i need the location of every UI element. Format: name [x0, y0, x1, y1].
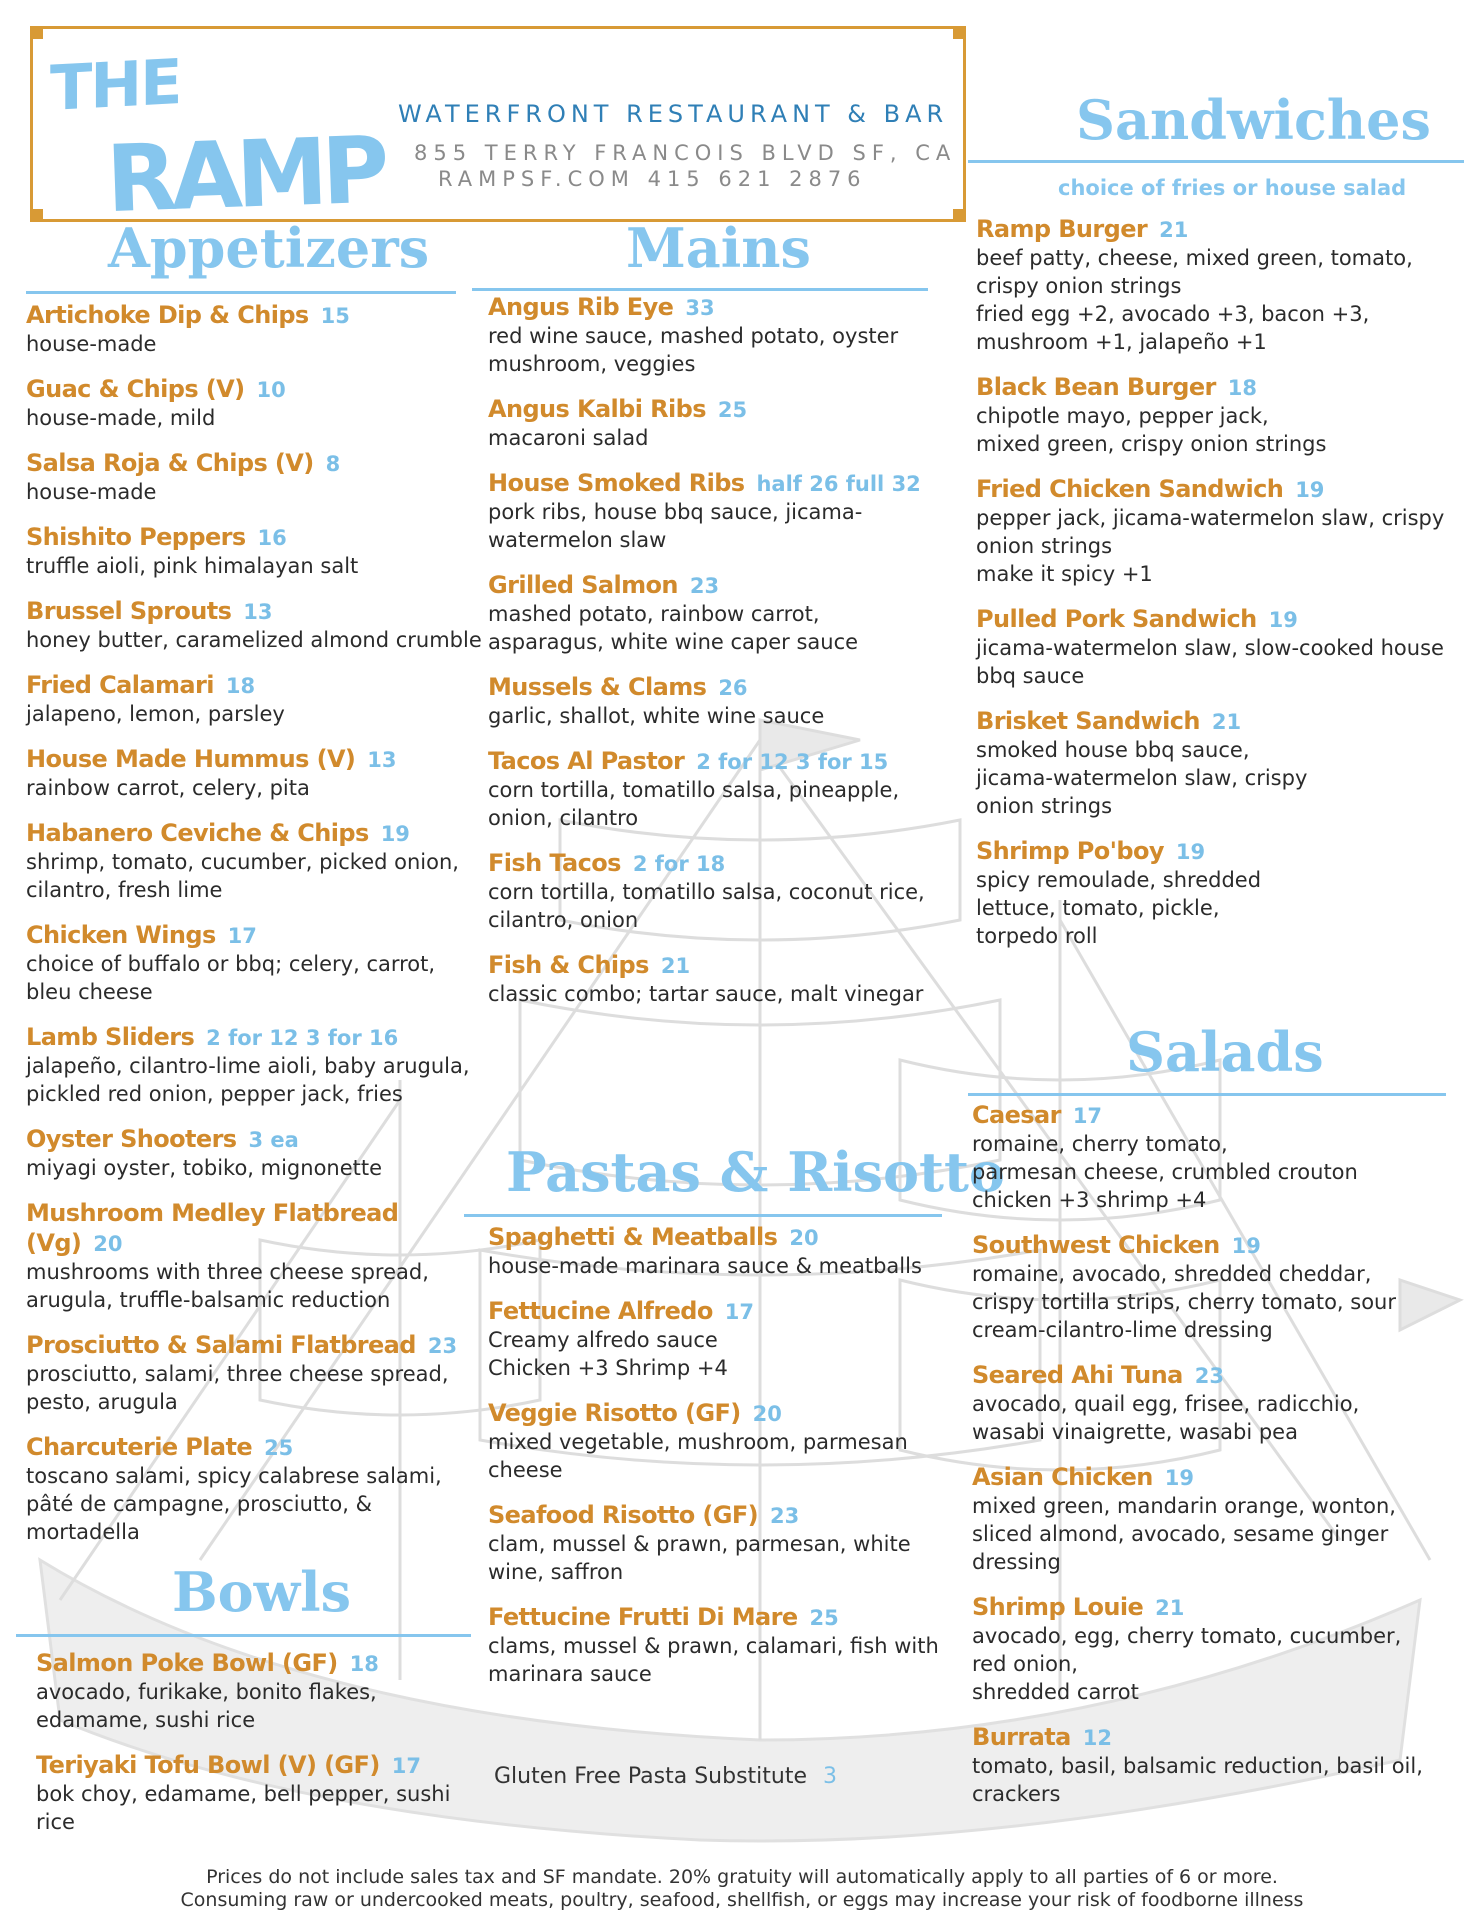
- menu-item-description: mushrooms with three cheese spread, arugula, truffle-balsamic reduction: [26, 1260, 429, 1312]
- menu-item-header: [26, 670, 486, 700]
- menu-item-header: [26, 744, 486, 774]
- appetizers-list: [26, 300, 486, 1562]
- logo-line1: THE: [50, 45, 181, 125]
- menu-item-price: 17: [227, 924, 257, 948]
- menu-item-description: corn tortilla, tomatillo salsa, pineapple, onion, cilantro: [488, 778, 900, 830]
- menu-item-name: Oyster Shooters: [26, 1125, 237, 1153]
- menu-item-price: 2 for 18: [632, 852, 726, 876]
- menu-item-name: Fettucine Alfredo: [488, 1297, 713, 1325]
- menu-item-header: [488, 1398, 948, 1428]
- menu-item-description: corn tortilla, tomatillo salsa, coconut rice, cilantro, onion: [488, 880, 925, 932]
- appetizers-title: Appetizers: [108, 216, 430, 280]
- menu-item-description: mixed green, mandarin orange, wonton, sliced almond, avocado, sesame ginger dressing: [972, 1494, 1396, 1574]
- menu-item-header: [976, 706, 1472, 736]
- menu-item-header: [26, 1330, 486, 1360]
- menu-item: [26, 1432, 486, 1546]
- menu-item-header: [26, 300, 486, 330]
- menu-item-description: chipotle mayo, pepper jack, mixed green, crispy onion strings: [976, 404, 1327, 456]
- menu-item: [972, 1100, 1436, 1214]
- gf-substitute-label: Gluten Free Pasta Substitute: [494, 1764, 808, 1789]
- menu-item-name: Lamb Sliders: [26, 1023, 195, 1051]
- menu-item-price: half 26 full 32: [756, 472, 921, 496]
- menu-item-price: 17: [724, 1300, 754, 1324]
- menu-item-description: romaine, avocado, shredded cheddar, crispy tortilla strips, cherry tomato, sour cream-cilantro-lime dressing: [972, 1262, 1396, 1342]
- menu-item-description: truffle aioli, pink himalayan salt: [26, 554, 359, 578]
- menu-item-name: Fried Chicken Sandwich: [976, 475, 1284, 503]
- menu-item-name: House Made Hummus (V): [26, 745, 356, 773]
- menu-item: [26, 818, 486, 904]
- menu-item-description: pork ribs, house bbq sauce, jicama-watermelon slaw: [488, 500, 863, 552]
- menu-item-name: Brisket Sandwich: [976, 707, 1200, 735]
- menu-item: [26, 1022, 486, 1108]
- menu-item-header: [976, 474, 1472, 504]
- gf-pasta-substitute: [494, 1764, 837, 1789]
- address-line: 855 TERRY FRANCOIS BLVD SF, CA: [414, 141, 957, 165]
- menu-item-price: 19: [1164, 1466, 1194, 1490]
- pastas-list: [488, 1222, 948, 1704]
- menu-item-name: Southwest Chicken: [972, 1231, 1220, 1259]
- menu-item-price: 23: [689, 574, 720, 598]
- menu-item-header: [488, 848, 928, 878]
- menu-item-name: Caesar: [972, 1101, 1061, 1129]
- menu-item-name: Prosciutto & Salami Flatbread: [26, 1331, 416, 1359]
- menu-item-name: Black Bean Burger: [976, 373, 1216, 401]
- menu-item-price: 20: [789, 1226, 819, 1250]
- menu-item: [972, 1592, 1436, 1706]
- menu-item-price: 2 for 12 3 for 16: [206, 1026, 399, 1050]
- menu-item-header: [26, 374, 486, 404]
- menu-item: [488, 1500, 948, 1586]
- menu-item-description: jalapeño, cilantro-lime aioli, baby arugula, pickled red onion, pepper jack, fries: [26, 1054, 470, 1106]
- bowls-list: [36, 1648, 486, 1852]
- menu-item-price: 13: [243, 600, 273, 624]
- menu-item-name: House Smoked Ribs: [488, 469, 745, 497]
- menu-item-price: 19: [380, 822, 410, 846]
- salads-title: Salads: [1126, 1020, 1324, 1084]
- menu-item-header: [972, 1462, 1436, 1492]
- menu-item-description: romaine, cherry tomato, parmesan cheese, crumbled crouton chicken +3 shrimp +4: [972, 1132, 1358, 1212]
- menu-item: [488, 746, 928, 832]
- sandwiches-rule: [968, 160, 1464, 163]
- menu-item-header: [488, 1296, 948, 1326]
- sandwiches-choice: choice of fries or house salad: [1058, 176, 1407, 200]
- menu-item-name: Veggie Risotto (GF): [488, 1399, 741, 1427]
- menu-item-header: [26, 1022, 486, 1052]
- menu-item-name: Ramp Burger: [976, 215, 1148, 243]
- menu-item: [488, 848, 928, 934]
- menu-item: [26, 1330, 486, 1416]
- menu-item-header: [26, 1198, 486, 1258]
- pastas-title: Pastas & Risotto: [506, 1140, 1005, 1204]
- menu-item-header: [976, 604, 1472, 634]
- menu-item-description: house-made, mild: [26, 406, 216, 430]
- menu-item-name: Fettucine Frutti Di Mare: [488, 1603, 798, 1631]
- menu-item-description: prosciutto, salami, three cheese spread, pesto, arugula: [26, 1362, 449, 1414]
- menu-item-description: avocado, quail egg, frisee, radicchio, wasabi vinaigrette, wasabi pea: [972, 1392, 1360, 1444]
- appetizers-rule: [26, 291, 456, 294]
- menu-item-description: avocado, furikake, bonito flakes, edamame, sushi rice: [36, 1680, 377, 1732]
- menu-item-price: 25: [717, 398, 748, 422]
- menu-item-name: Angus Kalbi Ribs: [488, 395, 706, 423]
- menu-item-name: Shrimp Louie: [972, 1593, 1144, 1621]
- menu-item-name: Charcuterie Plate: [26, 1433, 253, 1461]
- menu-item-header: [488, 292, 928, 322]
- bowls-rule: [16, 1634, 471, 1637]
- menu-item-description: bok choy, edamame, bell pepper, sushi rice: [36, 1782, 451, 1834]
- menu-item-price: 21: [1155, 1596, 1185, 1620]
- menu-item: [972, 1462, 1436, 1576]
- salads-list: [972, 1100, 1436, 1824]
- menu-item-name: Shishito Peppers: [26, 523, 246, 551]
- menu-item-description: red wine sauce, mashed potato, oyster mushroom, veggies: [488, 324, 899, 376]
- sandwiches-list: [976, 214, 1472, 966]
- contact-line: RAMPSF.COM 415 621 2876: [438, 167, 867, 191]
- menu-item-description: tomato, basil, balsamic reduction, basil oil, crackers: [972, 1754, 1423, 1806]
- menu-item-description: mixed vegetable, mushroom, parmesan cheese: [488, 1430, 908, 1482]
- menu-item-name: Mushroom Medley Flatbread (Vg): [26, 1199, 399, 1257]
- menu-item-name: Shrimp Po'boy: [976, 837, 1164, 865]
- menu-item-header: [26, 448, 486, 478]
- mains-rule: [472, 288, 928, 291]
- menu-item: [488, 672, 928, 730]
- menu-item-description: jalapeno, lemon, parsley: [26, 702, 285, 726]
- menu-item-price: 25: [809, 1606, 839, 1630]
- menu-item-header: [488, 468, 928, 498]
- menu-item-price: 26: [718, 676, 748, 700]
- menu-item-name: Asian Chicken: [972, 1463, 1153, 1491]
- menu-item-header: [26, 596, 486, 626]
- menu-item-header: [488, 746, 928, 776]
- menu-item-price: 3 ea: [248, 1128, 299, 1152]
- menu-item-name: Angus Rib Eye: [488, 293, 674, 321]
- menu-item-price: 33: [685, 296, 715, 320]
- sandwiches-title: Sandwiches: [1076, 88, 1431, 152]
- menu-item: [26, 522, 486, 580]
- menu-item-header: [972, 1100, 1436, 1130]
- menu-item-price: 21: [660, 954, 691, 978]
- menu-item-name: Brussel Sprouts: [26, 597, 232, 625]
- menu-item: [488, 1296, 948, 1382]
- menu-item: [26, 448, 486, 506]
- pastas-rule: [464, 1214, 942, 1217]
- menu-item-price: 18: [225, 674, 256, 698]
- menu-item-description: smoked house bbq sauce, jicama-watermelon slaw, crispy onion strings: [976, 738, 1308, 818]
- menu-item: [976, 604, 1472, 690]
- menu-item-price: 23: [770, 1504, 800, 1528]
- menu-item-description: house-made: [26, 332, 157, 356]
- menu-item: [26, 1198, 486, 1314]
- menu-item: [36, 1750, 486, 1836]
- bowls-title: Bowls: [172, 1560, 352, 1624]
- menu-item-header: [976, 372, 1472, 402]
- logo-line2: RAMP: [104, 116, 386, 234]
- logo: [48, 45, 386, 234]
- menu-item-header: [972, 1722, 1436, 1752]
- menu-item-name: Fried Calamari: [26, 671, 214, 699]
- menu-item-price: 17: [1072, 1104, 1103, 1128]
- menu-item-header: [36, 1750, 486, 1780]
- menu-item-name: Salsa Roja & Chips (V): [26, 449, 314, 477]
- menu-item-description: spicy remoulade, shredded lettuce, tomato, pickle, torpedo roll: [976, 868, 1262, 948]
- menu-item-price: 20: [93, 1232, 123, 1256]
- menu-item-price: 25: [264, 1436, 294, 1460]
- menu-item-name: Pulled Pork Sandwich: [976, 605, 1257, 633]
- menu-item-header: [488, 394, 928, 424]
- menu-item-header: [976, 836, 1472, 866]
- menu-item-header: [976, 214, 1472, 244]
- menu-item-price: 13: [367, 748, 397, 772]
- menu-item-price: 23: [1194, 1364, 1224, 1388]
- menu-item-name: Artichoke Dip & Chips: [26, 301, 309, 329]
- menu-item-description: clams, mussel & prawn, calamari, fish with marinara sauce: [488, 1634, 939, 1686]
- menu-item-name: Salmon Poke Bowl (GF): [36, 1649, 338, 1677]
- menu-item-name: Tacos Al Pastor: [488, 747, 685, 775]
- mains-title: Mains: [626, 216, 811, 280]
- menu-item-header: [36, 1648, 486, 1678]
- menu-item-description: macaroni salad: [488, 426, 649, 450]
- menu-item-price: 21: [1211, 710, 1242, 734]
- menu-item: [488, 1398, 948, 1484]
- menu-item-price: 19: [1295, 478, 1325, 502]
- menu-item: [488, 292, 928, 378]
- menu-item-price: 15: [320, 304, 350, 328]
- menu-item-price: 23: [427, 1334, 458, 1358]
- menu-item: [26, 670, 486, 728]
- menu-item-price: 16: [257, 526, 287, 550]
- menu-item-header: [488, 1500, 948, 1530]
- menu-item: [26, 596, 486, 654]
- menu-item-price: 8: [325, 452, 341, 476]
- menu-item: [26, 1124, 486, 1182]
- menu-item-description: avocado, egg, cherry tomato, cucumber, red onion, shredded carrot: [972, 1624, 1402, 1704]
- menu-item-header: [488, 1222, 948, 1252]
- footer: [0, 1866, 1484, 1912]
- menu-item-header: [26, 1432, 486, 1462]
- menu-item-description: classic combo; tartar sauce, malt vinegar: [488, 982, 924, 1006]
- menu-item-description: shrimp, tomato, cucumber, picked onion, cilantro, fresh lime: [26, 850, 459, 902]
- menu-item-price: 2 for 12 3 for 15: [696, 750, 889, 774]
- menu-item-description: Creamy alfredo sauce Chicken +3 Shrimp +4: [488, 1328, 728, 1380]
- menu-item-header: [972, 1360, 1436, 1390]
- menu-item-price: 18: [1227, 376, 1258, 400]
- menu-item-description: pepper jack, jicama-watermelon slaw, crispy onion strings make it spicy +1: [976, 506, 1445, 586]
- menu-item-description: choice of buffalo or bbq; celery, carrot, bleu cheese: [26, 952, 436, 1004]
- menu-item-name: Seafood Risotto (GF): [488, 1501, 759, 1529]
- menu-item-price: 20: [752, 1402, 782, 1426]
- menu-item-header: [488, 570, 928, 600]
- menu-item-description: house-made: [26, 480, 157, 504]
- menu-item: [976, 474, 1472, 588]
- menu-item: [976, 706, 1472, 820]
- menu-item: [972, 1360, 1436, 1446]
- gf-substitute-price: 3: [823, 1764, 838, 1789]
- menu-item-price: 12: [1082, 1726, 1112, 1750]
- menu-item-name: Habanero Ceviche & Chips: [26, 819, 369, 847]
- mains-list: [488, 292, 928, 1024]
- menu-item-header: [26, 522, 486, 552]
- menu-item: [26, 744, 486, 802]
- menu-item-description: toscano salami, spicy calabrese salami, pâté de campagne, prosciutto, & mortadella: [26, 1464, 442, 1544]
- menu-item: [976, 372, 1472, 458]
- menu-item-name: Spaghetti & Meatballs: [488, 1223, 778, 1251]
- menu-item-price: 19: [1175, 840, 1206, 864]
- footer-line1: Prices do not include sales tax and SF mandate. 20% gratuity will automatically apply to all parties of 6 or more.: [206, 1866, 1278, 1888]
- menu-item: [26, 374, 486, 432]
- menu-item-name: Burrata: [972, 1723, 1071, 1751]
- address: [414, 140, 956, 192]
- menu-item-description: garlic, shallot, white wine sauce: [488, 704, 825, 728]
- menu-item-header: [488, 950, 928, 980]
- menu-item-description: honey butter, caramelized almond crumble: [26, 628, 482, 652]
- menu-item: [488, 570, 928, 656]
- menu-item: [972, 1230, 1436, 1344]
- menu-item: [488, 950, 928, 1008]
- menu-item-name: Mussels & Clams: [488, 673, 707, 701]
- menu-item-price: 17: [391, 1754, 421, 1778]
- menu-item-description: mashed potato, rainbow carrot, asparagus, white wine caper sauce: [488, 602, 859, 654]
- menu-item-price: 19: [1268, 608, 1298, 632]
- menu-item-header: [972, 1592, 1436, 1622]
- menu-item-name: Seared Ahi Tuna: [972, 1361, 1183, 1389]
- footer-line2: Consuming raw or undercooked meats, poultry, seafood, shellfish, or eggs may increase your risk of foodborne illness: [180, 1889, 1304, 1911]
- menu-item: [488, 394, 928, 452]
- menu-item-description: miyagi oyster, tobiko, mignonette: [26, 1156, 383, 1180]
- menu-item-description: beef patty, cheese, mixed green, tomato, crispy onion strings fried egg +2, avocado +3, bacon +3, mushroom +1, jalapeño +1: [976, 246, 1413, 354]
- menu-item: [488, 1222, 948, 1280]
- menu-item-header: [26, 1124, 486, 1154]
- menu-item: [26, 300, 486, 358]
- menu-item-name: Chicken Wings: [26, 921, 216, 949]
- menu-item-name: Grilled Salmon: [488, 571, 678, 599]
- menu-item-price: 18: [349, 1652, 379, 1676]
- salads-rule: [968, 1093, 1446, 1096]
- menu-item-name: Fish & Chips: [488, 951, 649, 979]
- menu-item-header: [488, 672, 928, 702]
- menu-item-price: 21: [1159, 218, 1189, 242]
- menu-item: [26, 920, 486, 1006]
- menu-item: [488, 1602, 948, 1688]
- menu-item: [972, 1722, 1436, 1808]
- subtitle: WATERFRONT RESTAURANT & BAR: [398, 100, 949, 128]
- menu-item-price: 10: [256, 378, 286, 402]
- menu-item-price: 19: [1231, 1234, 1261, 1258]
- menu-item: [36, 1648, 486, 1734]
- menu-item-description: jicama-watermelon slaw, slow-cooked house bbq sauce: [976, 636, 1444, 688]
- menu-item-header: [488, 1602, 948, 1632]
- menu-item-name: Guac & Chips (V): [26, 375, 245, 403]
- menu-item: [976, 214, 1472, 356]
- menu-item: [976, 836, 1472, 950]
- menu-item-name: Teriyaki Tofu Bowl (V) (GF): [36, 1751, 380, 1779]
- menu-item-description: clam, mussel & prawn, parmesan, white wine, saffron: [488, 1532, 911, 1584]
- menu-item: [488, 468, 928, 554]
- menu-item-header: [26, 920, 486, 950]
- menu-item-name: Fish Tacos: [488, 849, 621, 877]
- menu-item-description: rainbow carrot, celery, pita: [26, 776, 310, 800]
- menu-item-header: [26, 818, 486, 848]
- menu-item-header: [972, 1230, 1436, 1260]
- menu-item-description: house-made marinara sauce & meatballs: [488, 1254, 922, 1278]
